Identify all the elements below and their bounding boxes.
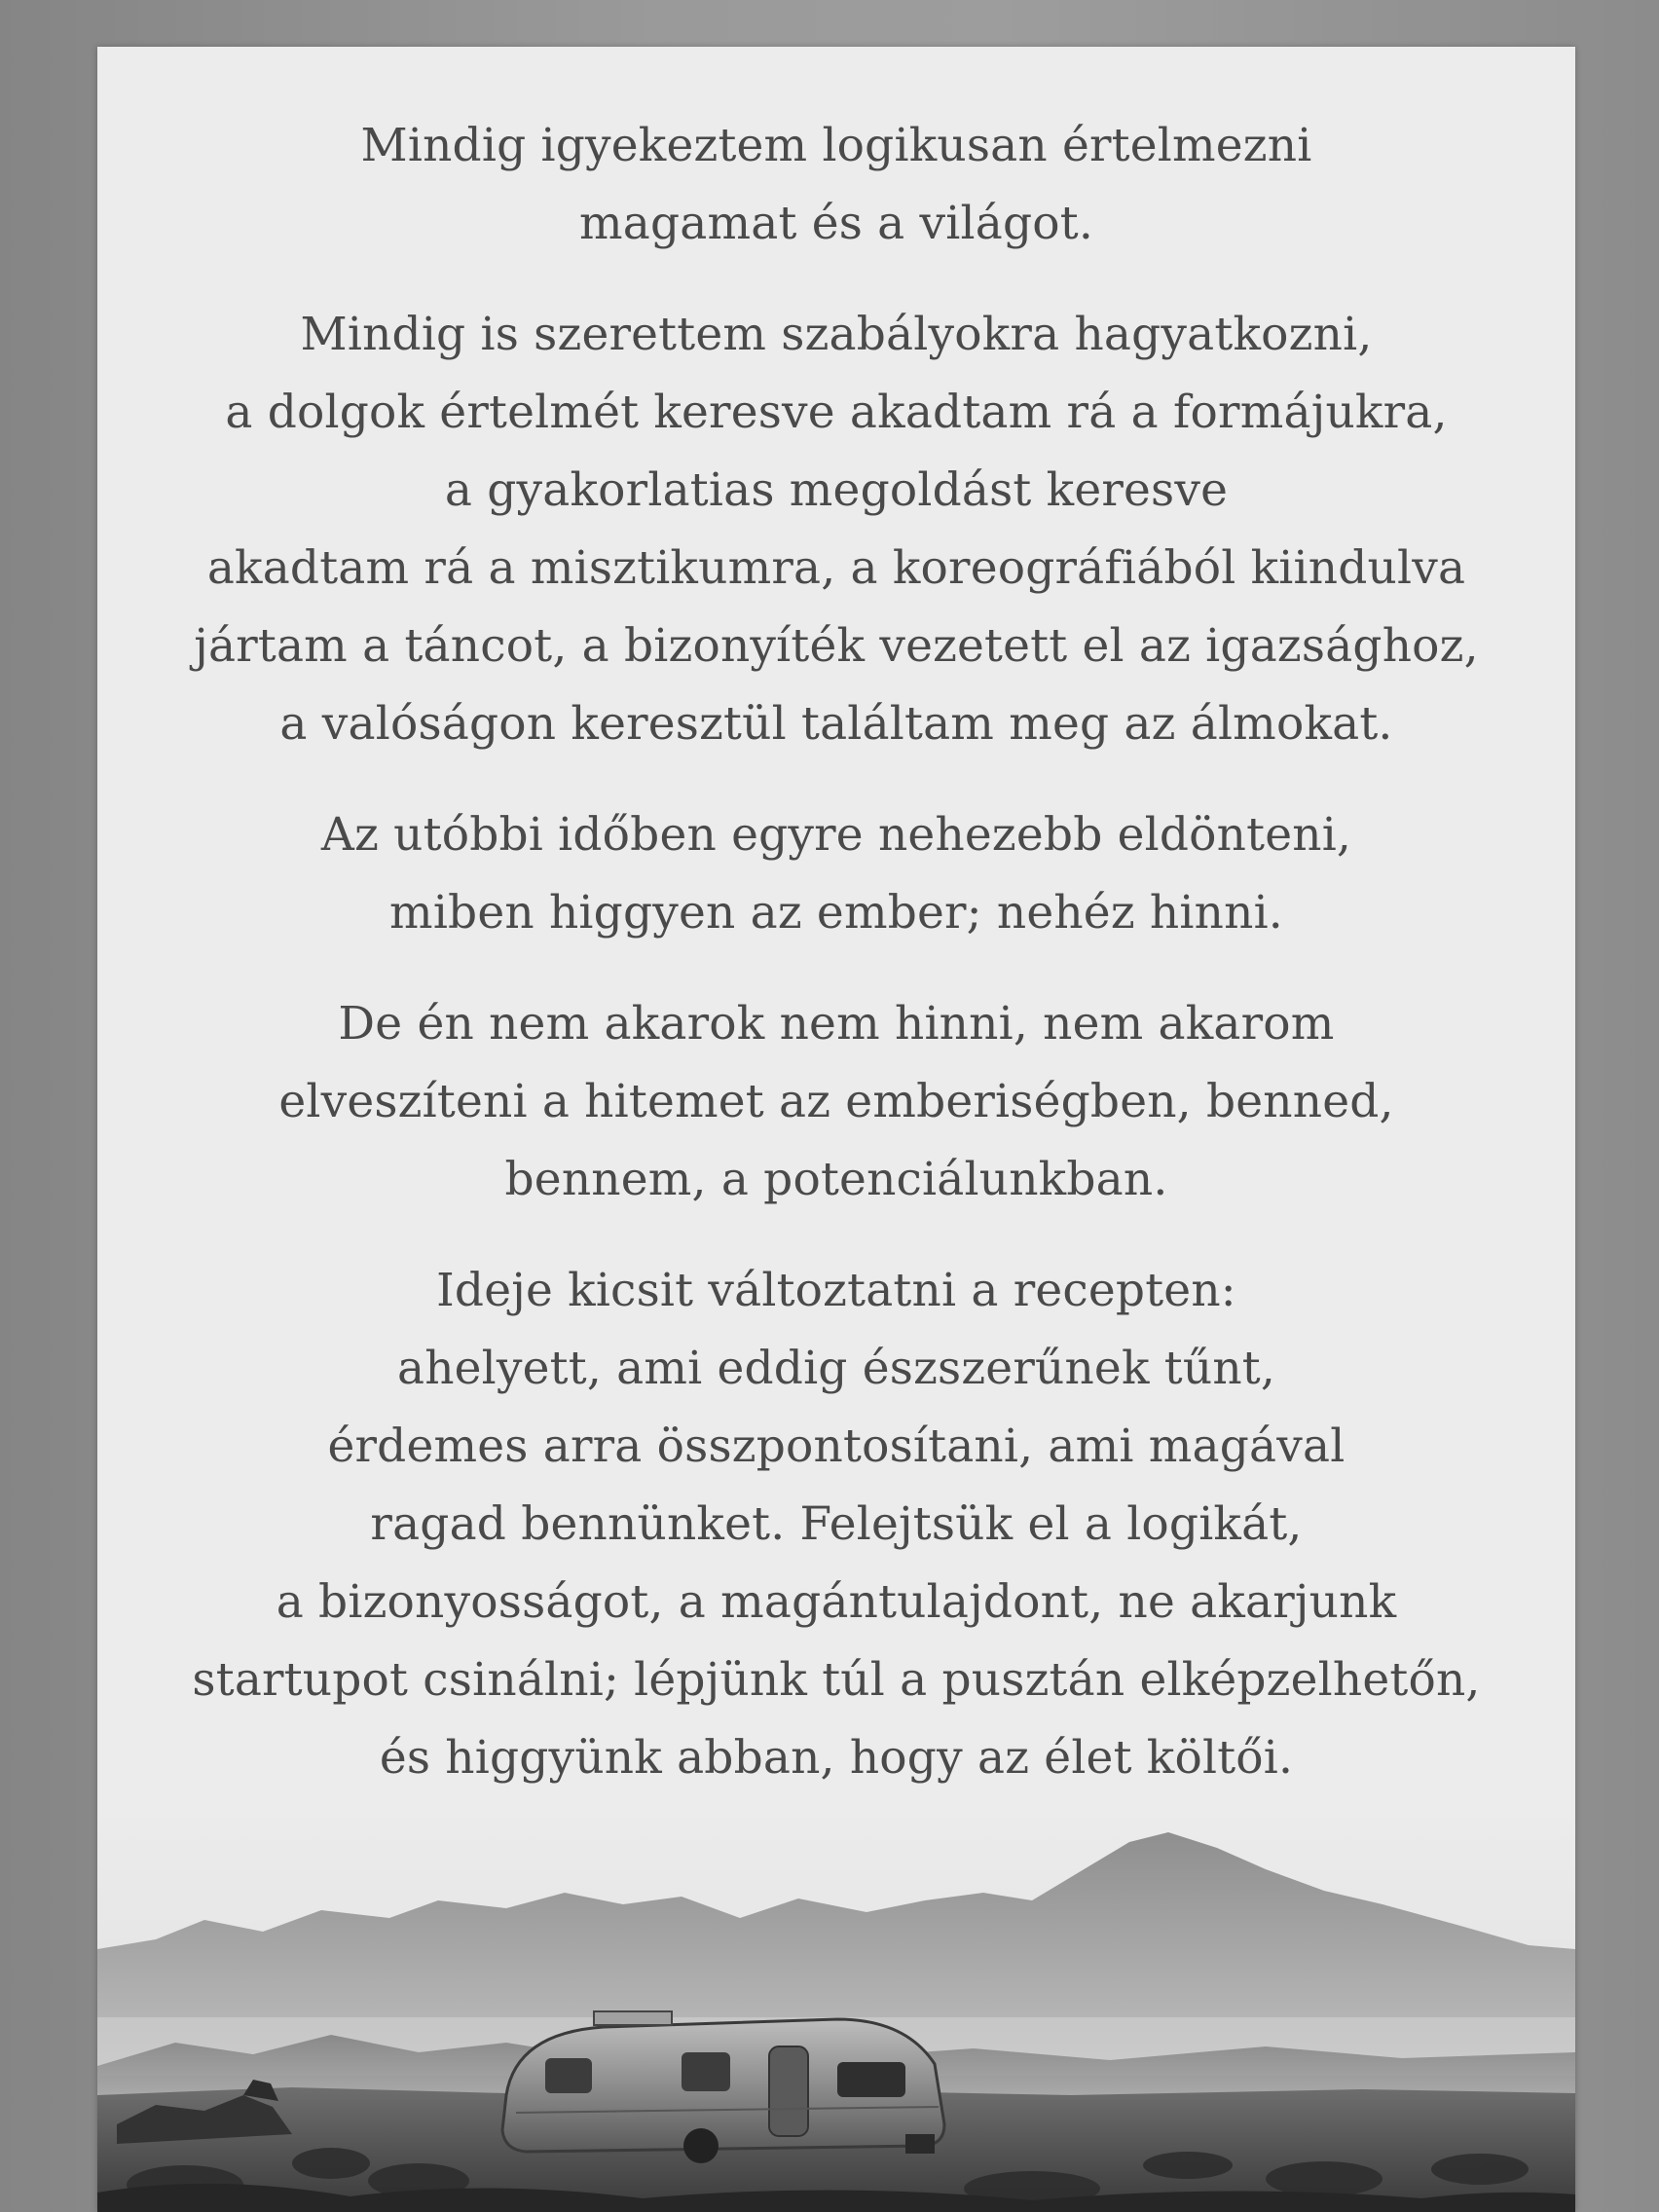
poem-line: ahelyett, ami eddig észszerűnek tűnt, xyxy=(396,1342,1276,1395)
poem-line: Az utóbbi időben egyre nehezebb eldönteni, xyxy=(320,808,1352,862)
poem-line: magamat és a világot. xyxy=(579,197,1093,250)
poem-line: a valóságon keresztül találtam meg az álmokat. xyxy=(279,697,1393,751)
poem-line: jártam a táncot, a bizonyíték vezetett el az igazsághoz, xyxy=(194,619,1479,673)
poem-stanza xyxy=(97,985,1575,1219)
poem-stanza xyxy=(97,1252,1575,1797)
poem-text xyxy=(97,107,1575,1830)
poem-line: a dolgok értelmét keresve akadtam rá a formájukra, xyxy=(225,386,1448,439)
poem-line: elveszíteni a hitemet az emberiségben, benned, xyxy=(278,1075,1394,1128)
poem-stanza xyxy=(97,107,1575,263)
poem-line: De én nem akarok nem hinni, nem akarom xyxy=(338,997,1335,1051)
poem-stanza xyxy=(97,796,1575,952)
poem-line: miben higgyen az ember; nehéz hinni. xyxy=(389,886,1283,940)
desert-trailer-photo xyxy=(97,1803,1575,2212)
poem-line: Mindig is szerettem szabályokra hagyatkozni, xyxy=(300,308,1373,361)
poem-line: startupot csinálni; lépjünk túl a pusztán elképzelhetőn, xyxy=(192,1653,1481,1707)
book-page xyxy=(97,47,1575,2212)
poem-line: bennem, a potenciálunkban. xyxy=(504,1153,1168,1206)
poem-line: a bizonyosságot, a magántulajdont, ne akarjunk xyxy=(276,1575,1397,1629)
poem-stanza xyxy=(97,296,1575,763)
airstream-trailer xyxy=(502,2011,944,2163)
poem-line: Mindig igyekeztem logikusan értelmezni xyxy=(360,119,1312,172)
poem-line: érdemes arra összpontosítani, ami magával xyxy=(327,1419,1346,1473)
poem-line: akadtam rá a misztikumra, a koreográfiából kiindulva xyxy=(206,541,1466,595)
poem-line: Ideje kicsit változtatni a recepten: xyxy=(436,1264,1236,1317)
poem-line: ragad bennünket. Felejtsük el a logikát, xyxy=(370,1497,1303,1551)
poem-line: és higgyünk abban, hogy az élet költői. xyxy=(379,1731,1294,1785)
poem-line: a gyakorlatias megoldást keresve xyxy=(444,463,1229,517)
